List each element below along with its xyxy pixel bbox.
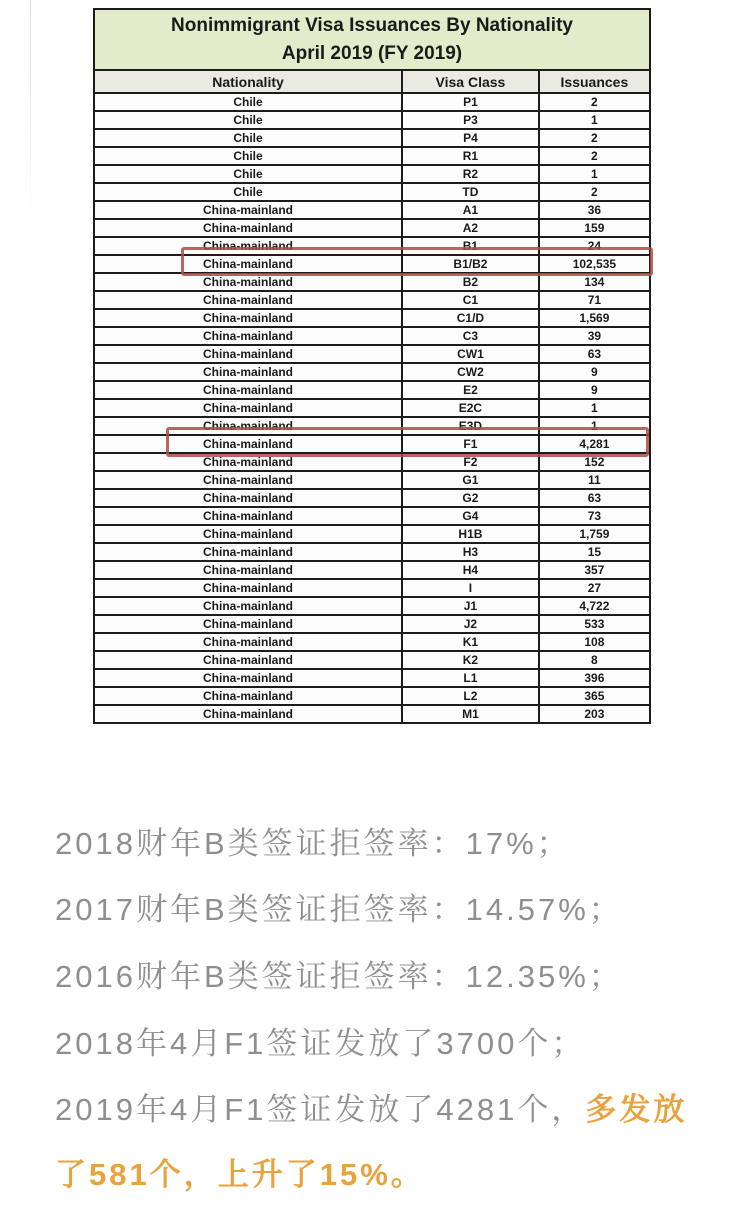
issuances-cell: 159 xyxy=(539,219,650,237)
table-row xyxy=(94,507,650,525)
table-row xyxy=(94,129,650,147)
nationality-cell: China-mainland xyxy=(94,597,402,615)
table-row xyxy=(94,525,650,543)
nationality-cell: China-mainland xyxy=(94,561,402,579)
issuances-cell: 357 xyxy=(539,561,650,579)
table-row xyxy=(94,597,650,615)
issuances-cell: 396 xyxy=(539,669,650,687)
issuances-cell: 152 xyxy=(539,453,650,471)
note-text: 2017财年B类签证拒签率：14.57%； xyxy=(55,892,623,927)
nationality-cell: China-mainland xyxy=(94,489,402,507)
visa-class-cell: L2 xyxy=(402,687,539,705)
visa-issuances-table xyxy=(93,8,651,724)
note-text: 2018年4月F1签证发放了3700个； xyxy=(55,1026,586,1061)
table-row xyxy=(94,201,650,219)
table-row xyxy=(94,165,650,183)
issuances-cell: 134 xyxy=(539,273,650,291)
visa-class-cell: B1/B2 xyxy=(402,255,539,273)
note-text: 2016财年B类签证拒签率：12.35%； xyxy=(55,959,623,994)
note-line-f1-2019 xyxy=(55,1084,687,1129)
visa-class-cell: E2C xyxy=(402,399,539,417)
issuances-cell: 27 xyxy=(539,579,650,597)
nationality-cell: China-mainland xyxy=(94,651,402,669)
table-row xyxy=(94,381,650,399)
table-row xyxy=(94,489,650,507)
visa-class-cell: P3 xyxy=(402,111,539,129)
issuances-cell: 71 xyxy=(539,291,650,309)
issuances-cell: 533 xyxy=(539,615,650,633)
nationality-cell: China-mainland xyxy=(94,579,402,597)
note-line-rejection-2017 xyxy=(55,884,623,929)
visa-class-cell: M1 xyxy=(402,705,539,723)
table-row xyxy=(94,147,650,165)
table-title-line2: April 2019 (FY 2019) xyxy=(281,42,463,64)
nationality-cell: Chile xyxy=(94,147,402,165)
issuances-cell: 2 xyxy=(539,147,650,165)
column-header-issuances: Issuances xyxy=(539,70,650,93)
nationality-cell: China-mainland xyxy=(94,309,402,327)
issuances-cell: 11 xyxy=(539,471,650,489)
note-highlight-text: 了581个，上升了15%。 xyxy=(55,1157,425,1192)
visa-class-cell: G1 xyxy=(402,471,539,489)
table-row xyxy=(94,471,650,489)
visa-class-cell: C1 xyxy=(402,291,539,309)
visa-class-cell: H1B xyxy=(402,525,539,543)
nationality-cell: Chile xyxy=(94,129,402,147)
table-row xyxy=(94,111,650,129)
nationality-cell: China-mainland xyxy=(94,273,402,291)
visa-class-cell: E2 xyxy=(402,381,539,399)
visa-class-cell: P1 xyxy=(402,93,539,111)
nationality-cell: Chile xyxy=(94,165,402,183)
table-row xyxy=(94,219,650,237)
issuances-cell: 203 xyxy=(539,705,650,723)
issuances-cell: 102,535 xyxy=(539,255,650,273)
table-row xyxy=(94,579,650,597)
column-header-nationality: Nationality xyxy=(94,70,402,93)
table-row xyxy=(94,327,650,345)
issuances-cell: 63 xyxy=(539,489,650,507)
table-row xyxy=(94,669,650,687)
nationality-cell: Chile xyxy=(94,111,402,129)
visa-class-cell: G2 xyxy=(402,489,539,507)
visa-class-cell: K1 xyxy=(402,633,539,651)
nationality-cell: China-mainland xyxy=(94,345,402,363)
visa-class-cell: CW1 xyxy=(402,345,539,363)
visa-class-cell: B2 xyxy=(402,273,539,291)
issuances-cell: 1 xyxy=(539,111,650,129)
note-highlight-text: 多发放 xyxy=(585,1092,688,1127)
issuances-cell: 24 xyxy=(539,237,650,255)
note-line-f1-2018 xyxy=(55,1018,585,1063)
issuances-cell: 36 xyxy=(539,201,650,219)
table-title-line1: Nonimmigrant Visa Issuances By Nationality xyxy=(171,15,573,36)
nationality-cell: China-mainland xyxy=(94,255,402,273)
note-line-rejection-2016 xyxy=(55,951,623,996)
note-line-f1-increase xyxy=(55,1149,425,1194)
visa-table-body xyxy=(94,93,650,723)
visa-class-cell: J2 xyxy=(402,615,539,633)
column-header-visa-class: Visa Class xyxy=(402,70,539,93)
nationality-cell: China-mainland xyxy=(94,669,402,687)
nationality-cell: China-mainland xyxy=(94,705,402,723)
table-row xyxy=(94,633,650,651)
screenshot-edge-artifact xyxy=(30,0,31,230)
visa-class-cell: F1 xyxy=(402,435,539,453)
issuances-cell: 9 xyxy=(539,381,650,399)
note-text: 2019年4月F1签证发放了4281个， xyxy=(55,1092,586,1127)
visa-class-cell: CW2 xyxy=(402,363,539,381)
nationality-cell: China-mainland xyxy=(94,201,402,219)
issuances-cell: 2 xyxy=(539,93,650,111)
table-row xyxy=(94,93,650,111)
nationality-cell: Chile xyxy=(94,93,402,111)
table-row xyxy=(94,255,650,273)
issuances-cell: 4,281 xyxy=(539,435,650,453)
nationality-cell: China-mainland xyxy=(94,417,402,435)
issuances-cell: 73 xyxy=(539,507,650,525)
issuances-cell: 108 xyxy=(539,633,650,651)
table-row xyxy=(94,309,650,327)
table-row xyxy=(94,345,650,363)
table-row xyxy=(94,399,650,417)
visa-class-cell: F2 xyxy=(402,453,539,471)
issuances-cell: 39 xyxy=(539,327,650,345)
visa-class-cell: A2 xyxy=(402,219,539,237)
nationality-cell: China-mainland xyxy=(94,219,402,237)
issuances-cell: 9 xyxy=(539,363,650,381)
nationality-cell: China-mainland xyxy=(94,525,402,543)
visa-class-cell: E3D xyxy=(402,417,539,435)
visa-class-cell: A1 xyxy=(402,201,539,219)
nationality-cell: China-mainland xyxy=(94,291,402,309)
visa-class-cell: C1/D xyxy=(402,309,539,327)
visa-class-cell: G4 xyxy=(402,507,539,525)
visa-class-cell: I xyxy=(402,579,539,597)
nationality-cell: China-mainland xyxy=(94,543,402,561)
table-title xyxy=(94,9,650,70)
issuances-cell: 1 xyxy=(539,399,650,417)
table-row xyxy=(94,363,650,381)
nationality-cell: China-mainland xyxy=(94,381,402,399)
nationality-cell: Chile xyxy=(94,183,402,201)
table-row xyxy=(94,273,650,291)
visa-class-cell: C3 xyxy=(402,327,539,345)
issuances-cell: 2 xyxy=(539,129,650,147)
issuances-cell: 4,722 xyxy=(539,597,650,615)
visa-class-cell: R1 xyxy=(402,147,539,165)
nationality-cell: China-mainland xyxy=(94,327,402,345)
nationality-cell: China-mainland xyxy=(94,435,402,453)
note-text: 2018财年B类签证拒签率：17%； xyxy=(55,826,571,861)
table-row xyxy=(94,435,650,453)
visa-class-cell: L1 xyxy=(402,669,539,687)
visa-class-cell: K2 xyxy=(402,651,539,669)
table-row xyxy=(94,651,650,669)
table-row xyxy=(94,237,650,255)
table-row xyxy=(94,183,650,201)
nationality-cell: China-mainland xyxy=(94,453,402,471)
nationality-cell: China-mainland xyxy=(94,615,402,633)
issuances-cell: 8 xyxy=(539,651,650,669)
visa-class-cell: J1 xyxy=(402,597,539,615)
issuances-cell: 1,569 xyxy=(539,309,650,327)
table-row xyxy=(94,561,650,579)
table-row xyxy=(94,615,650,633)
nationality-cell: China-mainland xyxy=(94,399,402,417)
nationality-cell: China-mainland xyxy=(94,237,402,255)
visa-class-cell: R2 xyxy=(402,165,539,183)
issuances-cell: 63 xyxy=(539,345,650,363)
issuances-cell: 1,759 xyxy=(539,525,650,543)
nationality-cell: China-mainland xyxy=(94,471,402,489)
issuances-cell: 15 xyxy=(539,543,650,561)
visa-class-cell: TD xyxy=(402,183,539,201)
visa-class-cell: H4 xyxy=(402,561,539,579)
issuances-cell: 1 xyxy=(539,165,650,183)
table-row xyxy=(94,543,650,561)
issuances-cell: 365 xyxy=(539,687,650,705)
note-line-rejection-2018 xyxy=(55,818,571,863)
table-row xyxy=(94,687,650,705)
issuances-cell: 2 xyxy=(539,183,650,201)
table-row xyxy=(94,291,650,309)
table-row xyxy=(94,705,650,723)
visa-class-cell: H3 xyxy=(402,543,539,561)
nationality-cell: China-mainland xyxy=(94,633,402,651)
table-row xyxy=(94,417,650,435)
table-row xyxy=(94,453,650,471)
nationality-cell: China-mainland xyxy=(94,507,402,525)
nationality-cell: China-mainland xyxy=(94,363,402,381)
nationality-cell: China-mainland xyxy=(94,687,402,705)
issuances-cell: 1 xyxy=(539,417,650,435)
visa-class-cell: B1 xyxy=(402,237,539,255)
visa-class-cell: P4 xyxy=(402,129,539,147)
